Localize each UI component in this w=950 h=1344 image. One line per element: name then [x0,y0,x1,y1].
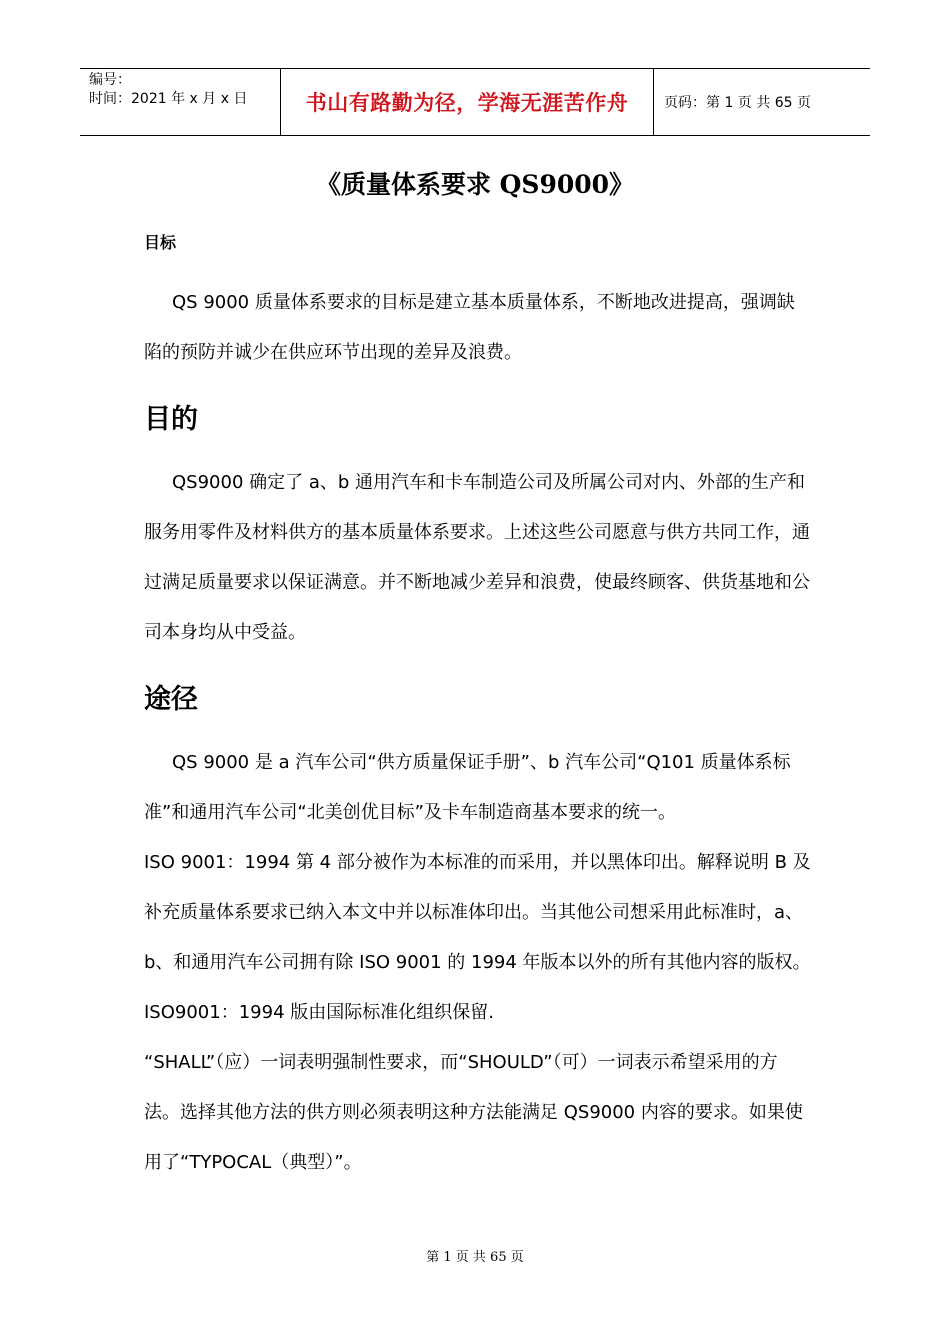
approach-paragraph-2: ISO 9001：1994 第 4 部分被作为本标准的而采用，并以黑体印出。解释说明 B 及补充质量体系要求已纳入本文中并以标准体印出。当其他公司想采用此标准时，a、b、和通用汽车公司拥有除 ISO 9001 的 1994 年版本以外的所有其他内容的版权。ISO9001：1994 版由国际标准化组织保留. [144,852,811,1023]
document-date: 时间：2021 年 x 月 x 日 [89,91,248,107]
document-body [144,228,812,1188]
goal-label: 目标 [144,233,177,252]
approach-paragraph-1: QS 9000 是 a 汽车公司“供方质量保证手册”、b 汽车公司“Q101 质量体系标准”和通用汽车公司“北美创优目标”及卡车制造商基本要求的统一。 [144,752,791,823]
header-motto-cell [281,69,654,135]
purpose-paragraph: QS9000 确定了 a、b 通用汽车和卡车制造公司及所属公司对内、外部的生产和服务用零件及材料供方的基本质量体系要求。上述这些公司愿意与供方共同工作，通过满足质量要求以保证满意。并不断地减少差异和浪费，使最终顾客、供货基地和公司本身均从中受益。 [144,472,810,643]
header-page-cell [654,69,870,135]
header-meta-cell [80,69,281,135]
goal-paragraph: QS 9000 质量体系要求的目标是建立基本质量体系，不断地改进提高，强调缺陷的预防并诚少在供应环节出现的差异及浪费。 [144,292,795,363]
header-page-info: 页码：第 1 页 共 65 页 [664,95,811,111]
header-motto: 书山有路勤为径，学海无涯苦作舟 [305,91,629,115]
page-header [80,68,870,136]
page-footer: 第 1 页 共 65 页 [426,1250,524,1265]
document-title: 《质量体系要求 QS9000》 [315,170,635,199]
approach-heading: 途径 [144,684,198,715]
document-number-label: 编号： [89,72,131,88]
purpose-heading: 目的 [144,404,198,435]
approach-paragraph-3: “SHALL”（应）一词表明强制性要求，而“SHOULD”（可）一词表示希望采用的方法。选择其他方法的供方则必须表明这种方法能满足 QS9000 内容的要求。如果使用了“TYPOCAL（典型）”。 [144,1052,803,1173]
